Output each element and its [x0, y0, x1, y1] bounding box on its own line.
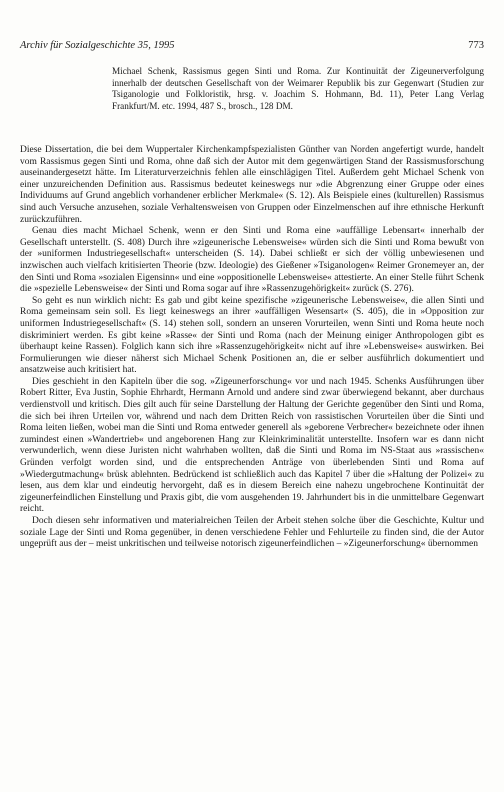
book-citation: Michael Schenk, Rassismus gegen Sinti und Roma. Zur Kontinuität der Zigeunerverfolgung innerhalb der deutschen Gesellschaft von der Weimarer Republik bis zur Gegenwart (Studien zur Tsiganologie und Folkloristik, hrsg. v. Joachim S. Hohmann, Bd. 11), Peter Lang Verlag Frankfurt/M. etc. 1994, 487 S., brosch., 128 DM. — [112, 66, 484, 111]
running-head — [20, 40, 484, 54]
paragraph: Genau dies macht Michael Schenk, wenn er den Sinti und Roma eine »auffällige Lebensart« innerhalb der Gesellschaft unterstellt. (S. 408) Durch ihre »zigeunerische Lebensweise« würden sich die Sinti und Roma bewußt von der »uniformen Industriegesellschaft« unterscheiden (S. 14). Dabei schließt er sich der völlig unbewiesenen und inzwischen auch vielfach kritisierten Theorie (bzw. Ideologie) des Gießener »Tsiganologen« Reimer Gronemeyer an, der den Sinti und Roma »sozialen Eigensinn« und eine »oppositionelle Lebensweise« attestierte. An einer Stelle führt Schenk die »spezielle Lebensweise« der Sinti und Roma sogar auf ihre »Rassenzugehörigkeit« zurück (S. 276). — [20, 226, 484, 295]
paragraph: Doch diesen sehr informativen und materialreichen Teilen der Arbeit stehen solche über die Geschichte, Kultur und soziale Lage der Sinti und Roma gegenüber, in denen verschiedene Fehler und Fehlurteile zu finden sind, die der Autor ungeprüft aus der – meist unkritischen und teilweise notorisch zigeunerfeindlichen – »Zigeunerforschung« übernommen — [20, 516, 484, 550]
page-number: 773 — [468, 40, 484, 51]
paragraph: Diese Dissertation, die bei dem Wuppertaler Kirchenkampfspezialisten Günther van Norden angefertigt wurde, handelt vom Rassismus gegen Sinti und Roma, ohne daß sich der Autor mit dem gegenwärtigen Stand der Rassismusforschung auseinandergesetzt hätte. Im Literaturverzeichnis fehlen alle einschlägigen Titel. Außerdem geht Michael Schenk von einer unzureichenden Definition aus. Rassismus bedeutet keineswegs nur »die Abgrenzung einer Gruppe oder eines Individuums auf Grund angeblich vorhandener erblicher Merkmale« (S. 12). Als Beispiele eines (kulturellen) Rassismus sind auch Versuche anzusehen, soziale Verhaltensweisen von Gruppen oder Einzelmenschen auf ihre ethnische Herkunft zurückzuführen. — [20, 145, 484, 225]
review-body — [20, 145, 484, 551]
journal-title: Archiv für Sozialgeschichte 35, 1995 — [20, 40, 175, 51]
paragraph: So geht es nun wirklich nicht: Es gab und gibt keine spezifische »zigeunerische Lebensweise«, die allen Sinti und Roma gemeinsam sein soll. Es liegt keineswegs an ihrer »auffälligen Wesensart« (S. 405), die in »Opposition zur uniformen Industriegesellschaft« (S. 14) stehen soll, sondern an unseren Vorurteilen, wenn Sinti und Roma heute noch diskriminiert werden. Es gibt keine »Rasse« der Sinti und Roma (nach der Meinung einiger Anthropologen gibt es überhaupt keine Rassen). Folglich kann sich ihre »Rassenzugehörigkeit« nicht auf ihre »Lebensweise« auswirken. Bei Formulierungen wie dieser näherst sich Michael Schenk Positionen an, die er selber ausführlich dokumentiert und ansatzweise auch kritisiert hat. — [20, 295, 484, 376]
paragraph: Dies geschieht in den Kapiteln über die sog. »Zigeunerforschung« vor und nach 1945. Schenks Ausführungen über Robert Ritter, Eva Justin, Sophie Ehrhardt, Hermann Arnold und andere sind zwar überwiegend bekannt, aber durchaus verdienstvoll und kritisch. Dies gilt auch für seine Darstellung der Haltung der Gerichte gegenüber den Sinti und Roma, die sich bei ihren Urteilen vor, während und nach dem Dritten Reich von rassistischen Vorurteilen über die Sinti und Roma leiten ließen, wobei man die Sinti und Roma entweder generell als »geborene Verbrecher« bezeichnete oder ihnen zumindest einen »Wandertrieb« und angeborenen Hang zur Kleinkriminalität unterstellte. Insofern war es dann nicht verwunderlich, wenn diese Juristen nicht wahrhaben wollten, daß die Sinti und Roma im NS-Staat aus »rassischen« Gründen verfolgt worden sind, und die entsprechenden Anträge von überlebenden Sinti und Roma auf »Wiedergutmachung« brüsk ablehnten. Bedrückend ist schließlich auch das Kapitel 7 über die »Haltung der Polizei« zu lesen, aus dem klar und eindeutig hervorgeht, daß es in diesem Bereich eine nahezu ungebrochene Kontinuität der zigeunerfeindlichen Einstellung und Praxis gibt, die vom ausgehenden 19. Jahrhundert bis in die unmittelbare Gegenwart reicht. — [20, 376, 484, 515]
